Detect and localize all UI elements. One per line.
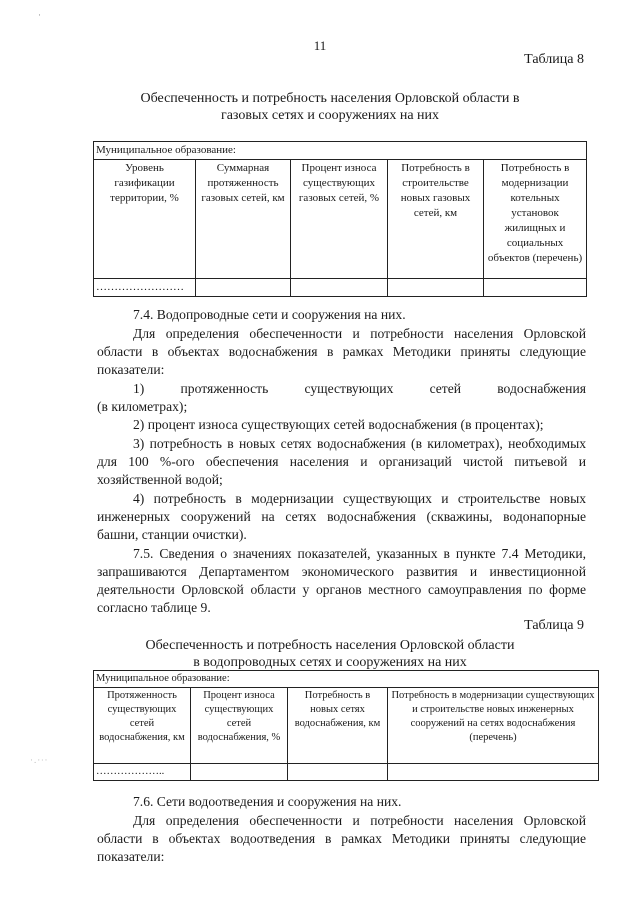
section74-heading: 7.4. Водопроводные сети и сооружения на них. xyxy=(133,307,406,322)
section74-item4: 4) потребность в модернизации существующих и строительстве новых инженерных сооружений на сетях водоснабжения (скважины, водонапорные башни, станции очистки). xyxy=(97,490,586,543)
table8-header-wear: Процент износа существующих газовых сетей, % xyxy=(291,160,388,279)
table9-muni-cell: Муниципальное образование: xyxy=(94,671,599,688)
table9-header-wear: Процент износа существующих сетей водоснабжения, % xyxy=(191,688,288,764)
table8-row-placeholder: …………………… xyxy=(94,279,196,297)
table8-header-gasification: Уровень газификации территории, % xyxy=(94,160,196,279)
table8-label: Таблица 8 xyxy=(524,52,584,67)
table8 xyxy=(93,141,587,297)
section74-item1 xyxy=(97,380,586,417)
table9-title-line2: в водопроводных сетях и сооружениях на них xyxy=(193,655,467,670)
table9-header-modernization: Потребность в модернизации существующих и строительстве новых инженерных сооружений на сетях водоснабжения (перечень) xyxy=(388,688,599,764)
item1-word: существующих xyxy=(304,380,394,396)
item1-word: 1) xyxy=(133,380,145,396)
table9-header-new-networks: Потребность в новых сетях водоснабжения, км xyxy=(288,688,388,764)
table8-title-line1: Обеспеченность и потребность населения Орловской области в xyxy=(140,91,520,106)
table9-title-line1: Обеспеченность и потребность населения Орловской области xyxy=(145,638,515,653)
table8-muni-cell: Муниципальное образование: xyxy=(94,142,587,160)
section74-intro: Для определения обеспеченности и потребности населения Орловской области в объектах водоснабжения в рамках Методики приняты следующие показатели: xyxy=(97,325,586,378)
table9 xyxy=(93,670,599,781)
page-number: 11 xyxy=(313,38,327,53)
section76-heading: 7.6. Сети водоотведения и сооружения на них. xyxy=(133,794,402,809)
item1-word: протяженность xyxy=(180,380,269,396)
section74-item3: 3) потребность в новых сетях водоснабжения (в километрах), необходимых для 100 %-ого обеспечения населения и организаций чистой питьевой и хозяйственной водой; xyxy=(97,435,586,488)
corner-mark: · xyxy=(38,10,41,20)
table9-empty-cell xyxy=(388,764,599,781)
table8-title-line2: газовых сетях и сооружениях на них xyxy=(220,108,440,123)
table8-header-new-networks: Потребность в строительстве новых газовых сетей, км xyxy=(388,160,484,279)
table9-row-placeholder: ……………….. xyxy=(94,764,191,781)
table8-title xyxy=(100,90,560,124)
section74-item1-line xyxy=(97,380,586,398)
section74-item1-cont: (в километрах); xyxy=(97,398,188,414)
table8-empty-cell xyxy=(484,279,587,297)
section74-item2: 2) процент износа существующих сетей водоснабжения (в процентах); xyxy=(133,417,544,432)
table8-empty-cell xyxy=(291,279,388,297)
item1-word: водоснабжения xyxy=(497,380,586,396)
margin-smudge: ·.·∙· xyxy=(30,755,49,765)
section75-paragraph: 7.5. Сведения о значениях показателей, указанных в пункте 7.4 Методики, запрашиваются Департаментом экономического развития и инвестиционной деятельности Орловской области у органов местного самоуправления по форме согласно таблице 9. xyxy=(97,545,586,616)
table9-label: Таблица 9 xyxy=(524,618,584,633)
table9-title xyxy=(100,637,560,671)
table9-empty-cell xyxy=(288,764,388,781)
table9-header-length: Протяженность существующих сетей водоснабжения, км xyxy=(94,688,191,764)
table9-empty-cell xyxy=(191,764,288,781)
table8-header-total-length: Суммарная протяженность газовых сетей, км xyxy=(196,160,291,279)
item1-word: сетей xyxy=(429,380,462,396)
table8-empty-cell xyxy=(196,279,291,297)
table8-empty-cell xyxy=(388,279,484,297)
section76-intro: Для определения обеспеченности и потребности населения Орловской области в объектах водоотведения в рамках Методики приняты следующие показатели: xyxy=(97,812,586,865)
table8-header-modernization: Потребность в модернизации котельных установок жилищных и социальных объектов (перечень) xyxy=(484,160,587,279)
